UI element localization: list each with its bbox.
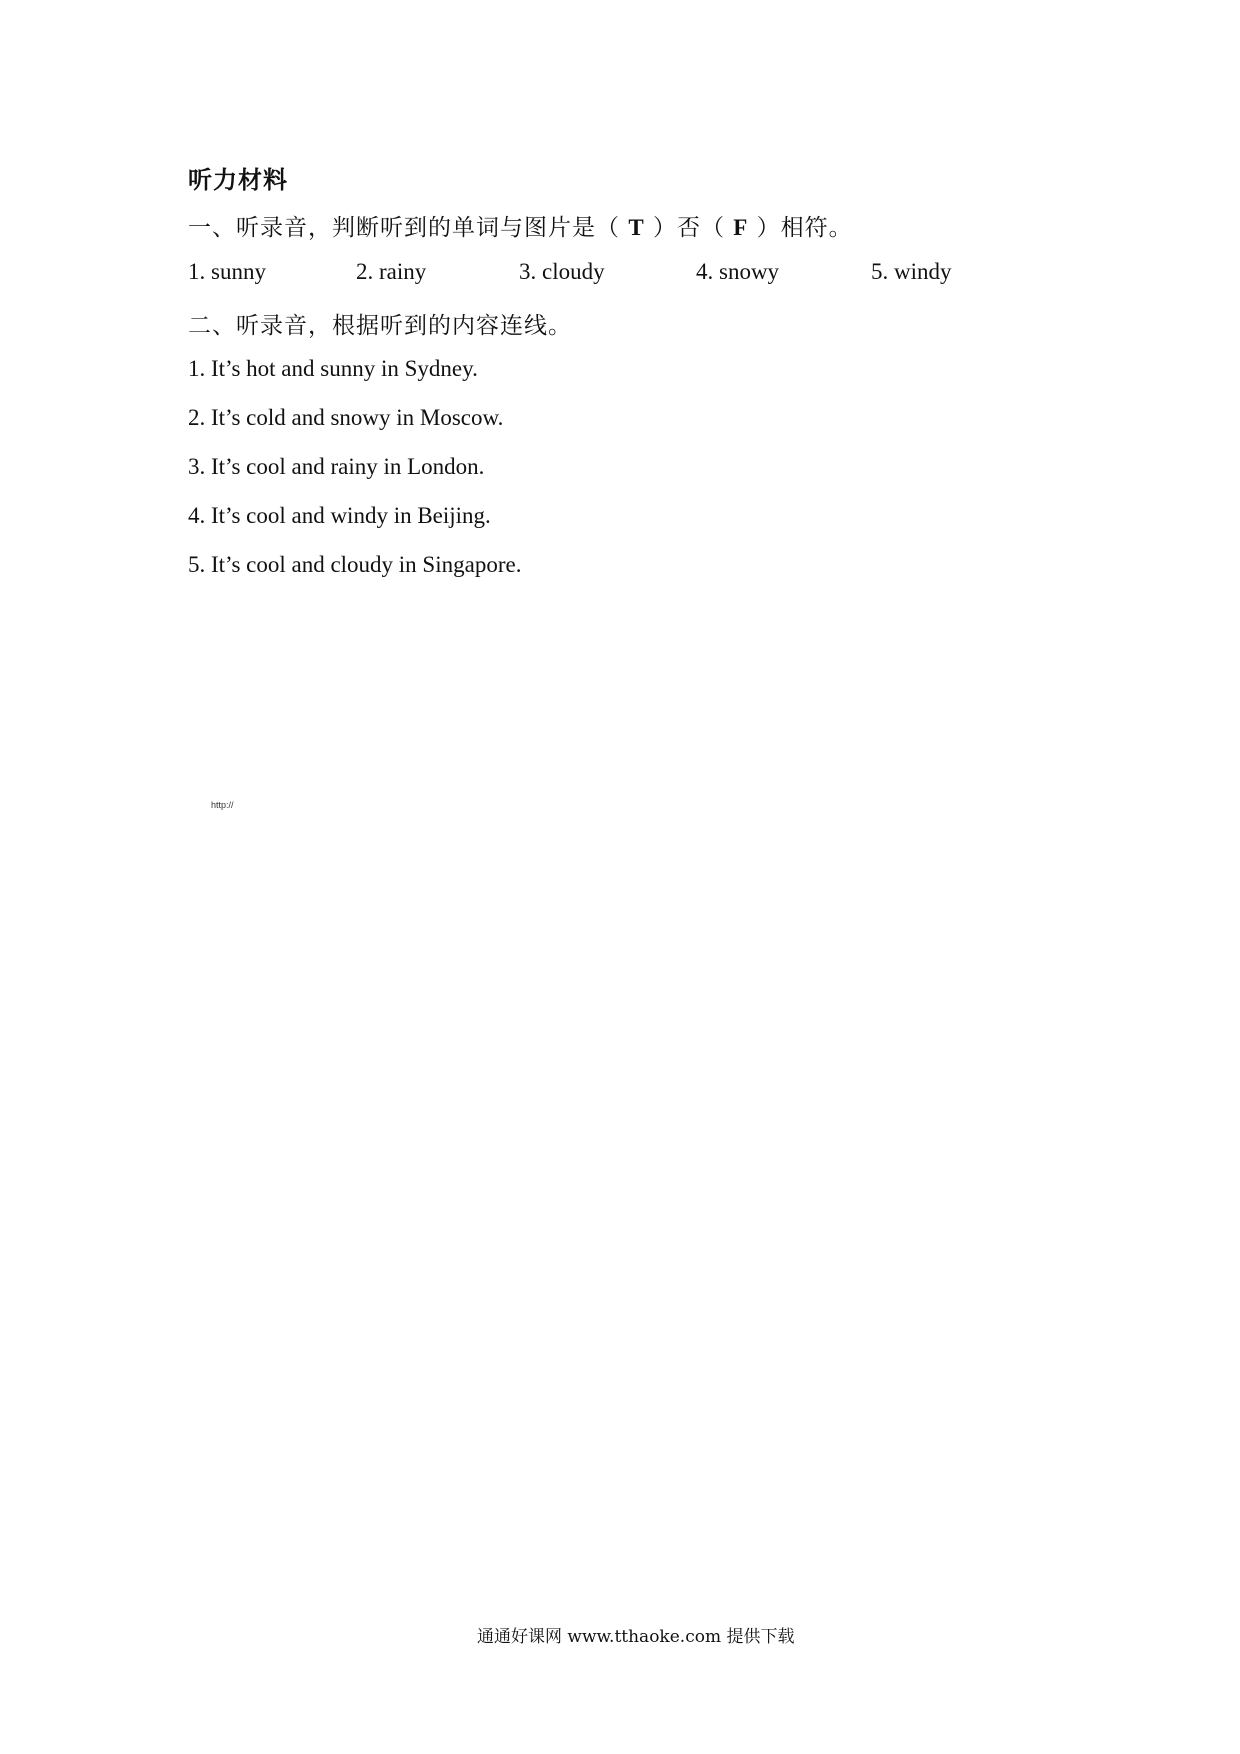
sentence-item: 5. It’s cool and cloudy in Singapore. xyxy=(188,552,522,577)
sentence-item: 2. It’s cold and snowy in Moscow. xyxy=(188,405,504,430)
section-1-prefix: 一、听录音，判断听到的单词与图片是（ xyxy=(188,215,620,241)
word-list xyxy=(188,259,988,291)
word-item: 1. sunny xyxy=(188,259,266,284)
sentence-item: 1. It’s hot and sunny in Sydney. xyxy=(188,356,478,381)
word-item: 5. windy xyxy=(871,259,952,284)
true-mark: T xyxy=(628,215,645,240)
section-1-middle: ）否（ xyxy=(652,215,725,241)
url-note: http:// xyxy=(211,800,234,810)
false-mark: F xyxy=(733,215,749,240)
section-2-heading: 二、听录音，根据听到的内容连线。 xyxy=(188,313,572,339)
sentence-item: 3. It’s cool and rainy in London. xyxy=(188,454,485,479)
word-item: 2. rainy xyxy=(356,259,427,284)
page-title: 听力材料 xyxy=(188,166,288,194)
sentence-item: 4. It’s cool and windy in Beijing. xyxy=(188,503,491,528)
section-1-suffix: ）相符。 xyxy=(756,215,853,241)
word-item: 3. cloudy xyxy=(519,259,605,284)
section-1-heading xyxy=(188,209,853,242)
footer-credit: 通通好课网 www.tthaoke.com 提供下载 xyxy=(477,1627,795,1647)
word-item: 4. snowy xyxy=(696,259,780,284)
